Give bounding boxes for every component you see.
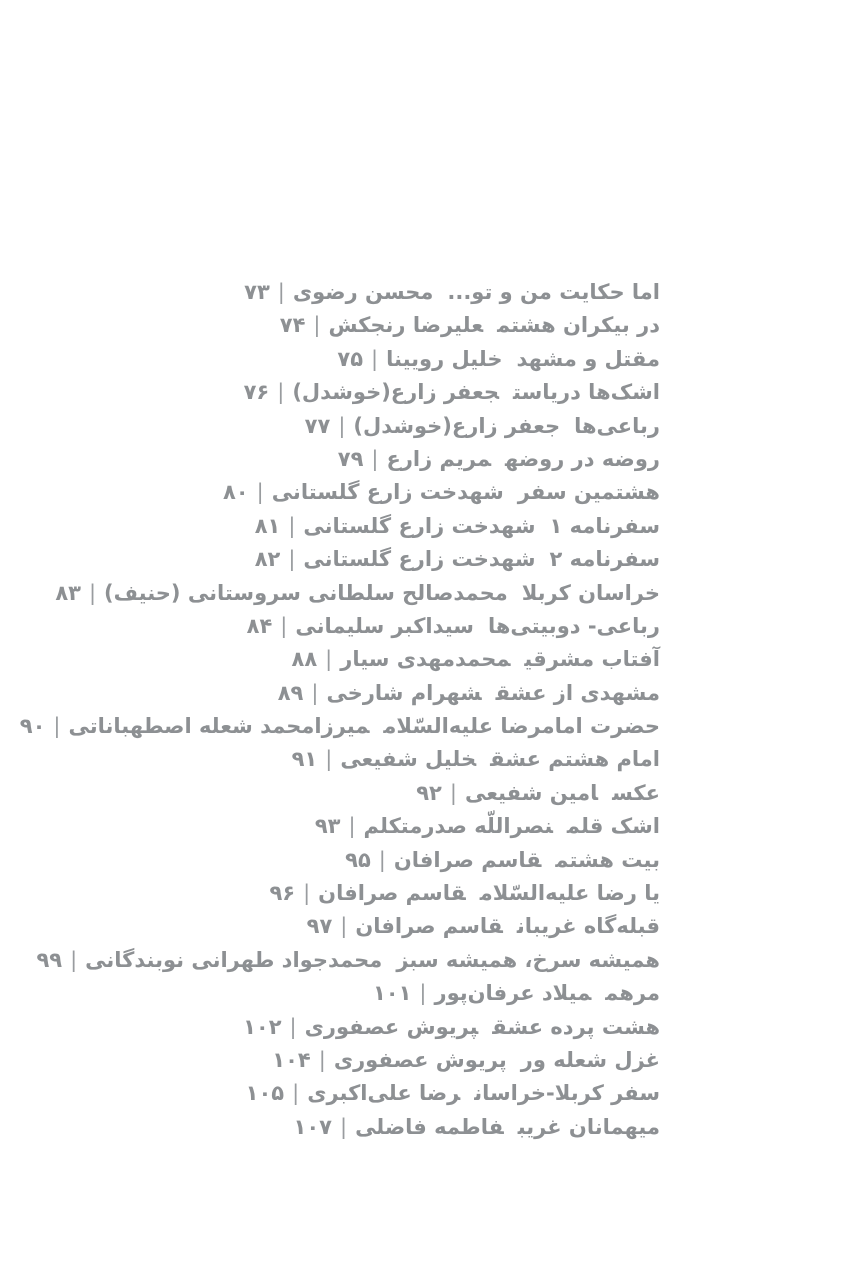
toc-entry-title: مشهدی از عشق bbox=[495, 680, 660, 705]
toc-entry-separator: | bbox=[449, 780, 457, 805]
toc-entry-separator: | bbox=[311, 680, 319, 705]
toc-entry-title: قبله‌گاه غریبان bbox=[516, 914, 660, 939]
toc-entry-page-number: ۸۴ bbox=[246, 613, 273, 638]
toc-entry bbox=[60, 844, 660, 877]
toc-entry-author: شهرام شارخی bbox=[326, 680, 482, 705]
toc-entry bbox=[60, 777, 660, 810]
toc-entry-author: شهدخت زارع گلستانی bbox=[271, 480, 504, 505]
toc-entry bbox=[60, 1011, 660, 1044]
toc-entry-separator: | bbox=[280, 613, 288, 638]
toc-entry-author: سیداکبر سلیمانی bbox=[295, 613, 474, 638]
toc-entry-page-number: ۱۰۱ bbox=[372, 981, 412, 1006]
toc-entry-title: سفر کربلا-خراسان bbox=[474, 1081, 660, 1106]
toc-entry-separator: | bbox=[325, 647, 333, 672]
toc-entry bbox=[60, 743, 660, 776]
toc-entry-author: محمدجواد طهرانی نوبندگانی bbox=[85, 947, 383, 972]
toc-entry bbox=[60, 643, 660, 676]
toc-entry-author: قاسم صرافان bbox=[355, 914, 503, 939]
toc-entry-author: محمدمهدی سیار bbox=[340, 647, 511, 672]
toc-entry-author: قاسم صرافان bbox=[318, 881, 466, 906]
toc-entry-title: رباعی‌ها bbox=[574, 413, 660, 438]
toc-entry-separator: | bbox=[371, 446, 379, 471]
toc-entry bbox=[60, 443, 660, 476]
toc-entry bbox=[60, 610, 660, 643]
toc-entry-page-number: ۹۹ bbox=[36, 947, 63, 972]
toc-entry-title: سفرنامه ۱ bbox=[549, 513, 660, 538]
toc-entry-separator: | bbox=[277, 380, 285, 405]
toc-entry-page-number: ۷۷ bbox=[304, 413, 331, 438]
toc-entry-page-number: ۹۰ bbox=[19, 714, 46, 739]
toc-entry bbox=[60, 376, 660, 409]
toc-entry bbox=[60, 309, 660, 342]
toc-entry-separator: | bbox=[378, 847, 386, 872]
toc-entry-page-number: ۷۶ bbox=[243, 380, 270, 405]
toc-entry-page-number: ۹۶ bbox=[269, 881, 296, 906]
toc-entry-author: رضا علی‌اکبری bbox=[307, 1081, 461, 1106]
toc-entry-title: حضرت امامرضا علیه‌السّلام bbox=[383, 714, 660, 739]
toc-entry bbox=[60, 1077, 660, 1110]
toc-entry-author: فاطمه فاضلی bbox=[355, 1114, 504, 1139]
toc-entry-author: شهدخت زارع گلستانی bbox=[303, 513, 536, 538]
toc-entry-author: محسن رضوی bbox=[292, 280, 434, 304]
toc-entry-title: خراسان کربلا bbox=[521, 580, 660, 605]
toc-entry bbox=[55, 577, 660, 610]
toc-entry-separator: | bbox=[88, 580, 97, 605]
toc-entry-title: مرهم bbox=[605, 981, 660, 1006]
toc-list bbox=[19, 276, 660, 1144]
toc-entry-page-number: ۷۵ bbox=[337, 346, 364, 371]
toc-entry bbox=[60, 1044, 660, 1077]
toc-entry-page-number: ۹۲ bbox=[416, 780, 442, 805]
toc-entry-title: رباعی- دوبیتی‌ها bbox=[487, 613, 660, 638]
toc-entry-author: میرزامحمد شعله اصطهباناتی bbox=[68, 714, 370, 739]
toc-entry-title: هشتمین سفر bbox=[517, 480, 660, 505]
toc-entry-title: سفرنامه ۲ bbox=[549, 547, 660, 572]
toc-entry-title: یا رضا علیه‌السّلام bbox=[479, 881, 660, 906]
toc-entry-separator: | bbox=[53, 714, 61, 739]
toc-entry bbox=[60, 510, 660, 543]
toc-entry-separator: | bbox=[70, 947, 78, 972]
toc-entry-separator: | bbox=[338, 413, 346, 438]
toc-entry-page-number: ۱۰۲ bbox=[243, 1014, 282, 1039]
toc-entry-page-number: ۹۵ bbox=[345, 847, 371, 872]
toc-entry-title: اشک‌ها دریاست bbox=[513, 380, 660, 405]
toc-entry-page-number: ۱۰۴ bbox=[272, 1047, 311, 1072]
toc-entry-page-number: ۸۹ bbox=[277, 680, 304, 705]
toc-entry-title: مقتل و مشهد bbox=[516, 346, 660, 371]
toc-entry bbox=[60, 276, 660, 309]
toc-entry-separator: | bbox=[289, 1014, 297, 1039]
toc-entry-author: جعفر زارع(خوشدل) bbox=[353, 413, 561, 438]
toc-entry-author: مریم زارع bbox=[386, 446, 492, 471]
toc-entry-page-number: ۹۱ bbox=[291, 747, 318, 772]
toc-entry-title: روضه در روضه bbox=[505, 446, 660, 471]
toc-entry-author: علیرضا رنجکش bbox=[328, 313, 484, 338]
toc-entry-page-number: ۱۰۵ bbox=[245, 1081, 285, 1106]
toc-entry-separator: | bbox=[292, 1081, 300, 1106]
toc-entry-separator: | bbox=[288, 513, 296, 538]
toc-entry-separator: | bbox=[419, 981, 427, 1006]
toc-entry-page-number: ۹۳ bbox=[314, 814, 341, 839]
toc-entry bbox=[60, 1111, 660, 1144]
toc-entry-author: امین شفیعی bbox=[464, 780, 599, 805]
toc-entry-separator: | bbox=[313, 313, 321, 338]
toc-entry bbox=[60, 476, 660, 509]
toc-entry-author: محمدصالح سلطانی سروستانی (حنیف) bbox=[104, 580, 508, 605]
toc-entry-page-number: ۱۰۷ bbox=[293, 1114, 332, 1139]
toc-entry bbox=[60, 343, 660, 376]
toc-entry-title: اما حکایت من و تو... bbox=[447, 280, 660, 304]
toc-entry-author: خلیل رویینا bbox=[386, 346, 503, 371]
toc-entry-title: میهمانان غریب bbox=[517, 1114, 660, 1139]
toc-entry-page-number: ۸۱ bbox=[254, 513, 281, 538]
toc-entry bbox=[60, 910, 660, 943]
toc-entry-separator: | bbox=[303, 881, 311, 906]
toc-entry-separator: | bbox=[340, 914, 348, 939]
toc-entry-title: امام هشتم عشق bbox=[490, 747, 660, 772]
toc-entry-separator: | bbox=[339, 1114, 348, 1139]
toc-entry-author: پریوش عصفوری bbox=[304, 1014, 479, 1039]
toc-entry-title: در بیکران هشتم bbox=[497, 313, 660, 338]
toc-entry bbox=[60, 877, 660, 910]
toc-entry-page-number: ۸۲ bbox=[254, 547, 281, 572]
toc-entry bbox=[60, 810, 660, 843]
toc-entry bbox=[60, 410, 660, 443]
toc-entry-separator: | bbox=[348, 814, 356, 839]
toc-entry-author: شهدخت زارع گلستانی bbox=[303, 547, 536, 572]
toc-entry-author: میلاد عرفان‌پور bbox=[434, 981, 592, 1006]
toc-entry-title: آفتاب مشرقی bbox=[524, 647, 660, 672]
toc-entry-title: اشک قلم bbox=[566, 814, 660, 839]
toc-entry bbox=[36, 944, 660, 977]
toc-entry-page-number: ۸۳ bbox=[55, 580, 81, 605]
toc-entry-title: همیشه سرخ، همیشه سبز bbox=[396, 947, 660, 972]
toc-entry-page-number: ۷۳ bbox=[244, 280, 270, 304]
toc-entry-separator: | bbox=[325, 747, 333, 772]
toc-entry bbox=[19, 710, 660, 743]
toc-entry-author: پریوش عصفوری bbox=[333, 1047, 507, 1072]
toc-entry-page-number: ۷۴ bbox=[279, 313, 306, 338]
toc-entry-separator: | bbox=[318, 1047, 326, 1072]
toc-entry-page-number: ۸۰ bbox=[222, 480, 249, 505]
toc-entry-title: عکس bbox=[612, 780, 660, 805]
toc-entry-separator: | bbox=[277, 280, 285, 304]
toc-entry bbox=[60, 977, 660, 1010]
toc-entry-title: بیت هشتم bbox=[555, 847, 660, 872]
toc-entry-title: هشت پرده عشق bbox=[492, 1014, 660, 1039]
toc-entry bbox=[60, 543, 660, 576]
toc-entry-author: خلیل شفیعی bbox=[340, 747, 477, 772]
toc-entry-page-number: ۹۷ bbox=[306, 914, 333, 939]
toc-entry-title: غزل شعله ور bbox=[520, 1047, 660, 1072]
toc-entry bbox=[60, 677, 660, 710]
toc-entry-page-number: ۸۸ bbox=[291, 647, 318, 672]
toc-entry-separator: | bbox=[371, 346, 379, 371]
toc-entry-page-number: ۷۹ bbox=[337, 446, 364, 471]
toc-entry-author: قاسم صرافان bbox=[393, 847, 542, 872]
toc-entry-separator: | bbox=[256, 480, 264, 505]
toc-entry-author: نصراللّه صدرمتکلم bbox=[363, 814, 553, 839]
toc-entry-separator: | bbox=[288, 547, 296, 572]
toc-entry-author: جعفر زارع(خوشدل) bbox=[292, 380, 500, 405]
